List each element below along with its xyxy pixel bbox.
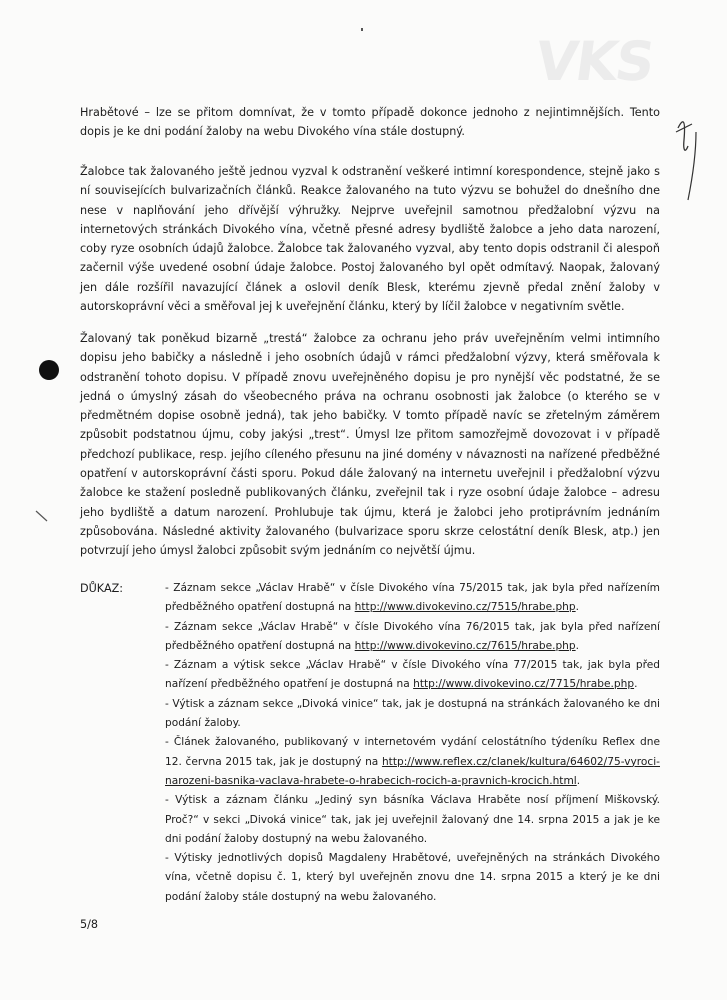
evidence-item (165, 791, 660, 849)
evidence-link[interactable]: http://www.reflex.cz/clanek/kultura/64602/75-vyroci-narozeni-basnika-vaclava-hrabete-o-hrabecich-rocich-a-pravnich-krocich.html (165, 755, 660, 787)
evidence-item-text: - Výtisk a záznam sekce „Divoká vinice“ tak, jak je dostupná na stránkách žalovaného ke dni podání žaloby. (165, 697, 660, 730)
evidence-item-end: . (576, 774, 581, 787)
evidence-label: DŮKAZ: (80, 582, 124, 595)
faded-stamp-logo: VKS (531, 30, 657, 93)
evidence-item-text: - Záznam a výtisk sekce „Václav Hrabě“ v čísle Divokého vína 77/2015 tak, jak byla před nařízení předběžného opatření je dostupná na (165, 659, 660, 691)
pen-mark (34, 508, 50, 524)
evidence-item (165, 695, 660, 734)
paragraph-1: Hrabětové – lze se přitom domnívat, že v tomto případě dokonce jednoho z nejintimnějších. Tento dopis je ke dni podání žaloby na webu Divokého vína stále dostupný. (80, 106, 660, 139)
evidence-item-text: - Záznam sekce „Václav Hrabě“ v čísle Divokého vína 75/2015 tak, jak byla před nařízením předběžného opatření dostupná na (165, 582, 660, 614)
evidence-item (165, 733, 660, 791)
evidence-link[interactable]: http://www.divokevino.cz/7615/hrabe.php (354, 639, 576, 652)
evidence-link[interactable]: http://www.divokevino.cz/7715/hrabe.php (413, 678, 635, 691)
evidence-item-text: - Výtisk a záznam článku „Jediný syn básníka Václava Hraběte nosí příjmení Miškovský. Proč?“ v sekci „Divoká vinice“ tak, jak jej uveřejnil žalovaný dne 14. srpna 2015 a jak je ke dni podání žaloby dostupný na webu žalovaného. (165, 794, 660, 845)
evidence-item (165, 579, 660, 618)
handwritten-margin-mark (672, 110, 702, 205)
evidence-list (165, 579, 660, 907)
evidence-item-end: . (634, 678, 638, 691)
scan-speck (361, 28, 363, 31)
evidence-item-end: . (575, 601, 579, 614)
evidence-item-text: - Výtisky jednotlivých dopisů Magdaleny Hrabětové, uveřejněných na stránkách Divokého vína, včetně dopisu č. 1, který byl uveřejněn znovu dne 14. srpna 2015 a který je ke dni podání žaloby stále dostupný na webu žalovaného. (165, 852, 660, 903)
evidence-link[interactable]: http://www.divokevino.cz/7515/hrabe.php (354, 601, 576, 614)
page-number: 5/8 (80, 918, 99, 931)
evidence-item-end: . (575, 639, 579, 652)
evidence-item-text: - Článek žalovaného, publikovaný v internetovém vydání celostátního týdeníku Reflex dne 12. června 2015 tak, jak je dostupný na (165, 736, 660, 768)
evidence-item (165, 849, 660, 907)
paragraph-2: Žalobce tak žalovaného ještě jednou vyzval k odstranění veškeré intimní korespondence, stejně jako s ní souvisejících bulvarizačních článků. Reakce žalovaného na tuto výzvu se bohužel do dnešního dne nese v naplňování jeho dřívější výhružky. Nejprve uveřejnil samotnou předžalobní výzvu na internetových stránkách Divokého vína, včetně přesné adresy bydliště žalobce a jeho data narození, coby ryze osobních údajů žalobce. Žalobce tak žalovaného vyzval, aby tento dopis odstranil či alespoň začernil výše uvedené osobní údaje žalobce. Postoj žalovaného byl opět odmítavý. Naopak, žalovaný jen dále rozšířil navazující článek a oslovil deník Blesk, kterému zjevně předal znění žaloby v autorskoprávní věci a směřoval jej k uveřejnění článku, který by líčil žalobce v negativním světle. (80, 165, 660, 314)
paragraph-3: Žalovaný tak poněkud bizarně „trestá“ žalobce za ochranu jeho práv uveřejněním velmi intimního dopisu jeho babičky a následně i jeho osobních údajů v rámci předžalobní výzvy, která směřovala k odstranění tohoto dopisu. V případě znovu uveřejněného dopisu je pro nynější věc podstatné, že se jedná o úmyslný zásah do všeobecného práva na ochranu osobnosti jak žalobce (o kterého se v předmětném dopise osobně jedná), tak jeho babičky. V tomto případě navíc se zřetelným záměrem způsobit podstatnou újmu, coby jakýsi „trest“. Úmysl lze přitom samozřejmě dovozovat i v případě předchozí publikace, resp. jejího cíleného přesunu na jiné domény v návaznosti na nařízené předběžné opatření v autorskoprávní části sporu. Pokud dále žalovaný na internetu uveřejnil i předžalobní výzvu žalobce ke stažení posledně publikovaných článku, zveřejnil tak i ryze osobní údaje žalobce – adresu jeho bydliště a datum narození. Prohlubuje tak újmu, která je žalobci jeho protiprávním jednáním způsobována. Následné aktivity žalovaného (bulvarizace sporu skrze celostátní deník Blesk, atp.) jen potvrzují jeho úmysl žalobci způsobit svým jednáním co největší újmu. (80, 332, 660, 558)
evidence-item (165, 618, 660, 657)
evidence-item (165, 656, 660, 695)
punch-hole (39, 360, 59, 380)
evidence-item-text: - Záznam sekce „Václav Hrabě“ v čísle Divokého vína 76/2015 tak, jak byla před nařízení předběžného opatření dostupná na (165, 620, 660, 652)
